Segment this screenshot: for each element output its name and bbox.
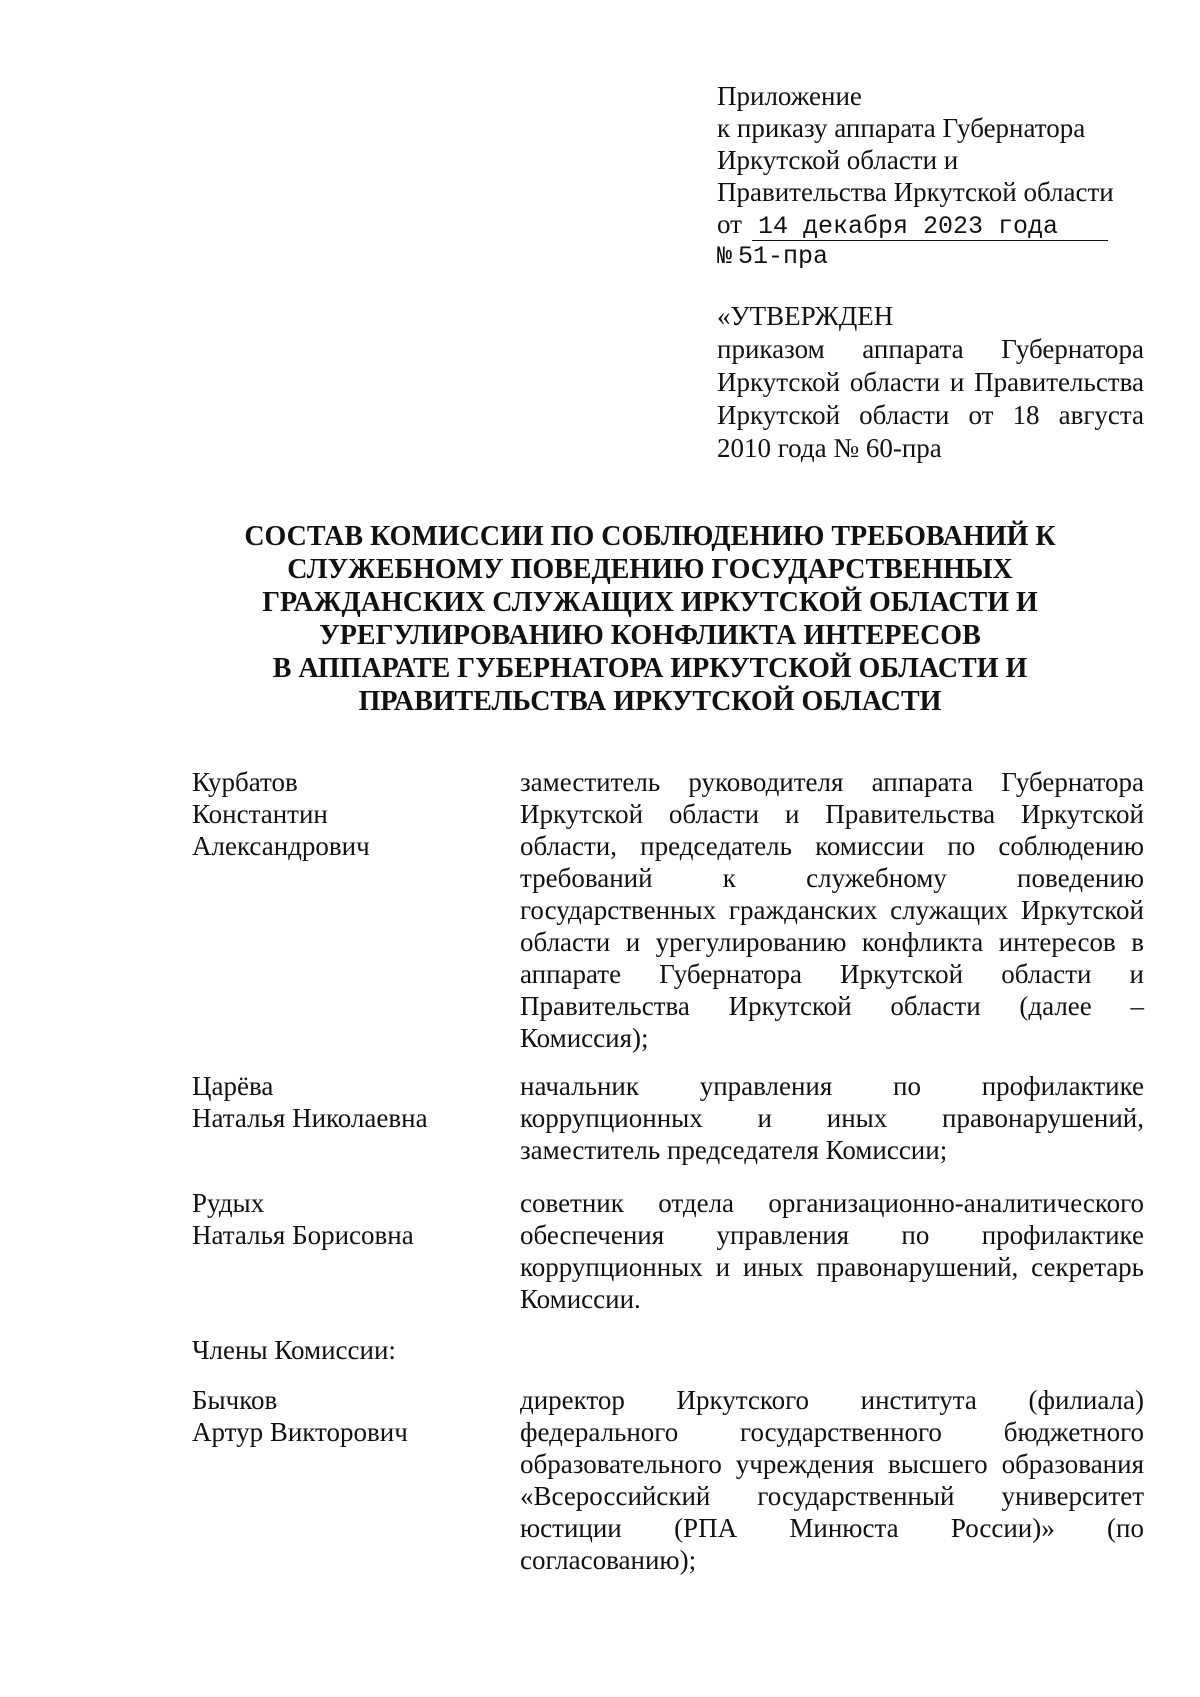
member-name — [192, 1070, 520, 1134]
title-line: СОСТАВ КОМИССИИ ПО СОБЛЮДЕНИЮ ТРЕБОВАНИЙ К — [244, 521, 1056, 552]
member-surname: Курбатов — [192, 767, 298, 797]
member-chairman — [192, 766, 1144, 1054]
appendix-date-line — [717, 208, 1157, 241]
member-patronymic: Александрович — [192, 831, 370, 861]
commission-member — [192, 1384, 1144, 1576]
title-line: ГРАЖДАНСКИХ СЛУЖАЩИХ ИРКУТСКОЙ ОБЛАСТИ И — [262, 587, 1038, 618]
approval-stamp-block — [717, 300, 1144, 465]
appendix-block — [717, 80, 1157, 273]
title-line: ПРАВИТЕЛЬСТВА ИРКУТСКОЙ ОБЛАСТИ — [358, 686, 942, 717]
title-line: УРЕГУЛИРОВАНИЮ КОНФЛИКТА ИНТЕРЕСОВ — [319, 620, 981, 651]
document-title — [190, 520, 1110, 718]
member-role: заместитель руководителя аппарата Губернатора Иркутской области и Правительства Иркутской области, председатель комиссии по соблюдению требований к служебному поведению государственных гражданских служащих Иркутской области и урегулированию конфликта интересов в аппарате Губернатора Иркутской области и Правительства Иркутской области (далее – Комиссия); — [520, 767, 1144, 1053]
number-value: 51-пра — [738, 242, 829, 271]
member-name — [192, 766, 520, 862]
member-role: директор Иркутского института (филиала) федерального государственного бюджетного образовательного учреждения высшего образования «Всероссийский государственный университет юстиции (РПА Минюста России)» (по согласованию); — [520, 1385, 1144, 1575]
member-first-name: Наталья Борисовна — [192, 1220, 414, 1250]
member-surname: Бычков — [192, 1385, 278, 1415]
date-prefix: от — [717, 209, 742, 239]
appendix-region-line: Иркутской области и — [717, 145, 959, 175]
member-first-name: Наталья Николаевна — [192, 1103, 428, 1133]
member-role: начальник управления по профилактике коррупционных и иных правонарушений, заместитель председателя Комиссии; — [520, 1071, 1144, 1165]
member-name — [192, 1384, 520, 1448]
number-sign: № — [717, 242, 733, 271]
member-surname: Царёва — [192, 1071, 274, 1101]
approval-body: приказом аппарата Губернатора Иркутской области и Правительства Иркутской области от 18 августа 2010 года № 60-пра — [717, 334, 1144, 463]
appendix-heading: Приложение — [717, 81, 862, 111]
member-first-name: Артур Викторович — [192, 1417, 408, 1447]
member-secretary — [192, 1187, 1144, 1315]
appendix-order-ref: к приказу аппарата Губернатора — [717, 113, 1086, 143]
member-role: советник отдела организационно-аналитического обеспечения управления по профилактике коррупционных и иных правонарушений, секретарь Комиссии. — [520, 1188, 1144, 1314]
approval-heading: «УТВЕРЖДЕН — [717, 301, 894, 331]
commission-members-label: Члены Комиссии: — [192, 1335, 396, 1365]
title-line: СЛУЖЕБНОМУ ПОВЕДЕНИЮ ГОСУДАРСТВЕННЫХ — [287, 554, 1013, 585]
appendix-government-line: Правительства Иркутской области — [717, 177, 1114, 207]
appendix-number-line — [717, 241, 1157, 273]
member-name — [192, 1187, 520, 1251]
member-deputy-chairman — [192, 1070, 1144, 1166]
member-first-name: Константин — [192, 799, 328, 829]
date-value: 14 декабря 2023 года — [752, 214, 1108, 241]
title-line: В АППАРАТЕ ГУБЕРНАТОРА ИРКУТСКОЙ ОБЛАСТИ И — [272, 653, 1028, 684]
member-surname: Рудых — [192, 1188, 265, 1218]
